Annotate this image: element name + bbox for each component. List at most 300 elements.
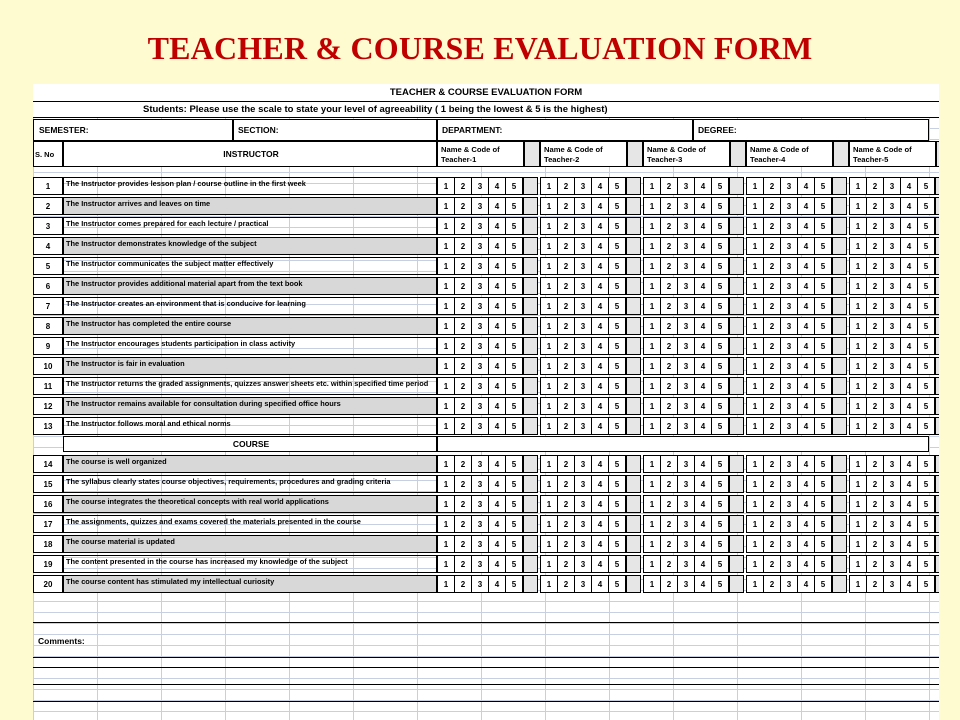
rating-option[interactable]: 5 <box>608 257 626 275</box>
rating-option[interactable]: 2 <box>763 277 781 295</box>
rating-option[interactable]: 2 <box>866 475 884 493</box>
rating-option[interactable]: 2 <box>660 257 678 275</box>
rating-option[interactable]: 2 <box>454 575 472 593</box>
rating-option[interactable]: 3 <box>780 357 798 375</box>
rating-option[interactable]: 4 <box>488 237 506 255</box>
rating-option[interactable]: 3 <box>883 535 901 553</box>
rating-option[interactable]: 1 <box>437 297 455 315</box>
rating-option[interactable]: 3 <box>574 357 592 375</box>
rating-option[interactable]: 4 <box>900 337 918 355</box>
rating-option[interactable]: 5 <box>608 197 626 215</box>
rating-option[interactable]: 3 <box>677 197 695 215</box>
rating-option[interactable]: 5 <box>917 495 935 513</box>
rating-option[interactable]: 3 <box>677 475 695 493</box>
rating-option[interactable]: 4 <box>900 377 918 395</box>
rating-option[interactable]: 2 <box>660 177 678 195</box>
rating-option[interactable]: 5 <box>505 237 523 255</box>
rating-option[interactable]: 4 <box>797 575 815 593</box>
rating-option[interactable]: 1 <box>643 555 661 573</box>
rating-option[interactable]: 2 <box>660 397 678 415</box>
rating-option[interactable]: 3 <box>883 475 901 493</box>
rating-option[interactable]: 2 <box>557 257 575 275</box>
rating-option[interactable]: 3 <box>883 277 901 295</box>
rating-option[interactable]: 5 <box>814 515 832 533</box>
rating-option[interactable]: 3 <box>780 535 798 553</box>
rating-option[interactable]: 3 <box>780 417 798 435</box>
rating-option[interactable]: 1 <box>746 555 764 573</box>
rating-option[interactable]: 1 <box>437 277 455 295</box>
rating-option[interactable]: 2 <box>557 575 575 593</box>
rating-option[interactable]: 2 <box>454 417 472 435</box>
rating-option[interactable]: 5 <box>711 177 729 195</box>
rating-option[interactable]: 1 <box>746 397 764 415</box>
rating-option[interactable]: 3 <box>780 475 798 493</box>
rating-option[interactable]: 2 <box>763 377 781 395</box>
rating-option[interactable]: 2 <box>660 455 678 473</box>
rating-option[interactable]: 1 <box>437 237 455 255</box>
rating-option[interactable]: 2 <box>557 297 575 315</box>
rating-option[interactable]: 3 <box>677 237 695 255</box>
rating-option[interactable]: 2 <box>866 397 884 415</box>
section-field[interactable] <box>233 119 437 141</box>
rating-option[interactable]: 3 <box>883 197 901 215</box>
rating-option[interactable]: 4 <box>694 197 712 215</box>
rating-option[interactable]: 5 <box>608 475 626 493</box>
rating-option[interactable]: 1 <box>540 555 558 573</box>
rating-option[interactable]: 3 <box>471 217 489 235</box>
rating-option[interactable]: 3 <box>471 535 489 553</box>
rating-option[interactable]: 1 <box>746 535 764 553</box>
rating-option[interactable]: 1 <box>643 417 661 435</box>
rating-option[interactable]: 4 <box>488 515 506 533</box>
rating-option[interactable]: 5 <box>608 515 626 533</box>
rating-option[interactable]: 3 <box>574 177 592 195</box>
rating-option[interactable]: 4 <box>694 297 712 315</box>
rating-option[interactable]: 1 <box>437 535 455 553</box>
rating-option[interactable]: 1 <box>540 257 558 275</box>
rating-option[interactable]: 3 <box>574 515 592 533</box>
rating-option[interactable]: 4 <box>591 377 609 395</box>
rating-option[interactable]: 3 <box>471 257 489 275</box>
rating-option[interactable]: 2 <box>763 475 781 493</box>
rating-option[interactable]: 2 <box>763 217 781 235</box>
rating-option[interactable]: 1 <box>540 297 558 315</box>
rating-option[interactable]: 1 <box>437 515 455 533</box>
rating-option[interactable]: 2 <box>454 357 472 375</box>
rating-option[interactable]: 3 <box>883 455 901 473</box>
rating-option[interactable]: 2 <box>454 397 472 415</box>
rating-option[interactable]: 5 <box>608 377 626 395</box>
rating-option[interactable]: 4 <box>488 455 506 473</box>
rating-option[interactable]: 2 <box>763 297 781 315</box>
rating-option[interactable]: 5 <box>814 357 832 375</box>
rating-option[interactable]: 1 <box>643 397 661 415</box>
rating-option[interactable]: 4 <box>900 357 918 375</box>
rating-option[interactable]: 4 <box>591 397 609 415</box>
rating-option[interactable]: 1 <box>643 337 661 355</box>
rating-option[interactable]: 1 <box>437 177 455 195</box>
rating-option[interactable]: 5 <box>711 277 729 295</box>
rating-option[interactable]: 5 <box>608 317 626 335</box>
rating-option[interactable]: 1 <box>746 495 764 513</box>
rating-option[interactable]: 5 <box>917 417 935 435</box>
rating-option[interactable]: 5 <box>711 455 729 473</box>
rating-option[interactable]: 4 <box>694 495 712 513</box>
rating-option[interactable]: 5 <box>505 515 523 533</box>
rating-option[interactable]: 4 <box>694 217 712 235</box>
rating-option[interactable]: 2 <box>866 575 884 593</box>
rating-option[interactable]: 1 <box>746 277 764 295</box>
rating-option[interactable]: 2 <box>763 177 781 195</box>
rating-option[interactable]: 4 <box>797 257 815 275</box>
rating-option[interactable]: 5 <box>711 475 729 493</box>
rating-option[interactable]: 4 <box>488 495 506 513</box>
rating-option[interactable]: 3 <box>780 217 798 235</box>
rating-option[interactable]: 4 <box>797 297 815 315</box>
rating-option[interactable]: 2 <box>660 237 678 255</box>
rating-option[interactable]: 5 <box>917 217 935 235</box>
rating-option[interactable]: 3 <box>677 277 695 295</box>
rating-option[interactable]: 4 <box>488 555 506 573</box>
rating-option[interactable]: 4 <box>591 277 609 295</box>
rating-option[interactable]: 5 <box>505 495 523 513</box>
rating-option[interactable]: 5 <box>814 297 832 315</box>
rating-option[interactable]: 3 <box>574 455 592 473</box>
rating-option[interactable]: 1 <box>746 237 764 255</box>
rating-option[interactable]: 5 <box>917 277 935 295</box>
rating-option[interactable]: 5 <box>608 277 626 295</box>
rating-option[interactable]: 5 <box>917 297 935 315</box>
rating-option[interactable]: 3 <box>574 475 592 493</box>
rating-option[interactable]: 5 <box>505 277 523 295</box>
rating-option[interactable]: 5 <box>711 555 729 573</box>
rating-option[interactable]: 5 <box>917 397 935 415</box>
rating-option[interactable]: 4 <box>488 535 506 553</box>
rating-option[interactable]: 4 <box>694 455 712 473</box>
rating-option[interactable]: 4 <box>591 495 609 513</box>
rating-option[interactable]: 4 <box>591 475 609 493</box>
rating-option[interactable]: 1 <box>849 455 867 473</box>
rating-option[interactable]: 3 <box>574 197 592 215</box>
rating-option[interactable]: 4 <box>591 177 609 195</box>
rating-option[interactable]: 3 <box>471 197 489 215</box>
rating-option[interactable]: 1 <box>540 237 558 255</box>
rating-option[interactable]: 1 <box>849 417 867 435</box>
rating-option[interactable]: 4 <box>900 417 918 435</box>
rating-option[interactable]: 4 <box>900 535 918 553</box>
rating-option[interactable]: 3 <box>780 515 798 533</box>
rating-option[interactable]: 4 <box>694 417 712 435</box>
rating-option[interactable]: 4 <box>488 475 506 493</box>
rating-option[interactable]: 2 <box>454 197 472 215</box>
rating-option[interactable]: 3 <box>471 297 489 315</box>
rating-option[interactable]: 2 <box>557 337 575 355</box>
rating-option[interactable]: 1 <box>746 257 764 275</box>
rating-option[interactable]: 2 <box>763 535 781 553</box>
rating-option[interactable]: 4 <box>694 257 712 275</box>
department-field[interactable] <box>437 119 693 141</box>
rating-option[interactable]: 4 <box>591 317 609 335</box>
rating-option[interactable]: 2 <box>866 337 884 355</box>
rating-option[interactable]: 2 <box>866 177 884 195</box>
rating-option[interactable]: 2 <box>866 277 884 295</box>
rating-option[interactable]: 3 <box>574 237 592 255</box>
rating-option[interactable]: 2 <box>763 555 781 573</box>
rating-option[interactable]: 1 <box>849 297 867 315</box>
rating-option[interactable]: 5 <box>814 475 832 493</box>
rating-option[interactable]: 2 <box>557 277 575 295</box>
rating-option[interactable]: 2 <box>454 277 472 295</box>
rating-option[interactable]: 4 <box>488 337 506 355</box>
rating-option[interactable]: 1 <box>540 377 558 395</box>
rating-option[interactable]: 2 <box>557 515 575 533</box>
rating-option[interactable]: 2 <box>763 317 781 335</box>
rating-option[interactable]: 2 <box>454 495 472 513</box>
rating-option[interactable]: 2 <box>866 197 884 215</box>
rating-option[interactable]: 5 <box>917 177 935 195</box>
rating-option[interactable]: 5 <box>608 495 626 513</box>
rating-option[interactable]: 2 <box>454 257 472 275</box>
rating-option[interactable]: 2 <box>763 337 781 355</box>
rating-option[interactable]: 2 <box>557 535 575 553</box>
rating-option[interactable]: 4 <box>694 377 712 395</box>
rating-option[interactable]: 4 <box>900 257 918 275</box>
rating-option[interactable]: 3 <box>780 455 798 473</box>
rating-option[interactable]: 5 <box>505 197 523 215</box>
rating-option[interactable]: 1 <box>746 575 764 593</box>
rating-option[interactable]: 5 <box>608 177 626 195</box>
rating-option[interactable]: 3 <box>677 217 695 235</box>
rating-option[interactable]: 3 <box>574 555 592 573</box>
rating-option[interactable]: 5 <box>608 455 626 473</box>
rating-option[interactable]: 3 <box>471 515 489 533</box>
rating-option[interactable]: 3 <box>471 317 489 335</box>
rating-option[interactable]: 4 <box>797 555 815 573</box>
rating-option[interactable]: 1 <box>540 357 558 375</box>
rating-option[interactable]: 4 <box>797 455 815 473</box>
rating-option[interactable]: 1 <box>540 217 558 235</box>
rating-option[interactable]: 1 <box>643 515 661 533</box>
rating-option[interactable]: 1 <box>540 495 558 513</box>
rating-option[interactable]: 3 <box>677 317 695 335</box>
rating-option[interactable]: 4 <box>694 237 712 255</box>
rating-option[interactable]: 1 <box>849 337 867 355</box>
rating-option[interactable]: 3 <box>883 357 901 375</box>
rating-option[interactable]: 5 <box>917 535 935 553</box>
rating-option[interactable]: 3 <box>574 297 592 315</box>
rating-option[interactable]: 2 <box>866 257 884 275</box>
rating-option[interactable]: 1 <box>746 475 764 493</box>
rating-option[interactable]: 3 <box>574 397 592 415</box>
rating-option[interactable]: 3 <box>780 555 798 573</box>
rating-option[interactable]: 4 <box>797 217 815 235</box>
rating-option[interactable]: 5 <box>711 417 729 435</box>
rating-option[interactable]: 5 <box>505 417 523 435</box>
rating-option[interactable]: 4 <box>797 417 815 435</box>
rating-option[interactable]: 4 <box>591 297 609 315</box>
rating-option[interactable]: 1 <box>540 417 558 435</box>
rating-option[interactable]: 3 <box>574 575 592 593</box>
rating-option[interactable]: 4 <box>900 297 918 315</box>
rating-option[interactable]: 4 <box>900 317 918 335</box>
rating-option[interactable]: 4 <box>694 337 712 355</box>
rating-option[interactable]: 2 <box>557 317 575 335</box>
rating-option[interactable]: 2 <box>454 535 472 553</box>
rating-option[interactable]: 2 <box>454 455 472 473</box>
rating-option[interactable]: 2 <box>454 317 472 335</box>
rating-option[interactable]: 5 <box>711 257 729 275</box>
rating-option[interactable]: 4 <box>591 217 609 235</box>
rating-option[interactable]: 5 <box>505 217 523 235</box>
rating-option[interactable]: 3 <box>574 417 592 435</box>
rating-option[interactable]: 5 <box>917 377 935 395</box>
rating-option[interactable]: 4 <box>694 535 712 553</box>
rating-option[interactable]: 4 <box>797 397 815 415</box>
rating-option[interactable]: 2 <box>660 535 678 553</box>
rating-option[interactable]: 4 <box>591 575 609 593</box>
rating-option[interactable]: 3 <box>780 397 798 415</box>
rating-option[interactable]: 1 <box>746 197 764 215</box>
rating-option[interactable]: 4 <box>694 277 712 295</box>
rating-option[interactable]: 5 <box>814 337 832 355</box>
rating-option[interactable]: 3 <box>883 177 901 195</box>
rating-option[interactable]: 4 <box>797 337 815 355</box>
rating-option[interactable]: 5 <box>505 297 523 315</box>
rating-option[interactable]: 4 <box>900 515 918 533</box>
rating-option[interactable]: 4 <box>488 417 506 435</box>
rating-option[interactable]: 2 <box>557 237 575 255</box>
rating-option[interactable]: 2 <box>866 417 884 435</box>
rating-option[interactable]: 4 <box>694 475 712 493</box>
rating-option[interactable]: 5 <box>814 397 832 415</box>
rating-option[interactable]: 2 <box>454 237 472 255</box>
rating-option[interactable]: 1 <box>540 535 558 553</box>
rating-option[interactable]: 3 <box>677 257 695 275</box>
rating-option[interactable]: 5 <box>814 257 832 275</box>
rating-option[interactable]: 1 <box>437 357 455 375</box>
rating-option[interactable]: 1 <box>849 217 867 235</box>
rating-option[interactable]: 1 <box>849 535 867 553</box>
rating-option[interactable]: 3 <box>471 277 489 295</box>
rating-option[interactable]: 4 <box>900 495 918 513</box>
rating-option[interactable]: 3 <box>780 237 798 255</box>
rating-option[interactable]: 3 <box>780 377 798 395</box>
rating-option[interactable]: 2 <box>557 377 575 395</box>
rating-option[interactable]: 5 <box>608 337 626 355</box>
rating-option[interactable]: 2 <box>763 575 781 593</box>
rating-option[interactable]: 5 <box>711 515 729 533</box>
rating-option[interactable]: 3 <box>883 555 901 573</box>
rating-option[interactable]: 1 <box>540 177 558 195</box>
rating-option[interactable]: 4 <box>797 515 815 533</box>
rating-option[interactable]: 5 <box>814 197 832 215</box>
rating-option[interactable]: 2 <box>454 515 472 533</box>
rating-option[interactable]: 5 <box>814 575 832 593</box>
rating-option[interactable]: 5 <box>608 417 626 435</box>
rating-option[interactable]: 3 <box>883 297 901 315</box>
rating-option[interactable]: 1 <box>437 455 455 473</box>
rating-option[interactable]: 4 <box>488 277 506 295</box>
rating-option[interactable]: 3 <box>471 455 489 473</box>
rating-option[interactable]: 2 <box>660 555 678 573</box>
rating-option[interactable]: 3 <box>677 177 695 195</box>
rating-option[interactable]: 1 <box>643 377 661 395</box>
rating-option[interactable]: 4 <box>694 317 712 335</box>
rating-option[interactable]: 5 <box>711 237 729 255</box>
rating-option[interactable]: 5 <box>814 555 832 573</box>
rating-option[interactable]: 1 <box>437 475 455 493</box>
rating-option[interactable]: 2 <box>557 197 575 215</box>
rating-option[interactable]: 4 <box>488 357 506 375</box>
rating-option[interactable]: 5 <box>505 555 523 573</box>
rating-option[interactable]: 5 <box>608 397 626 415</box>
rating-option[interactable]: 3 <box>677 575 695 593</box>
rating-option[interactable]: 3 <box>471 397 489 415</box>
rating-option[interactable]: 1 <box>540 277 558 295</box>
rating-option[interactable]: 2 <box>660 475 678 493</box>
rating-option[interactable]: 1 <box>437 197 455 215</box>
rating-option[interactable]: 1 <box>746 515 764 533</box>
rating-option[interactable]: 4 <box>900 455 918 473</box>
rating-option[interactable]: 2 <box>763 495 781 513</box>
rating-option[interactable]: 4 <box>797 357 815 375</box>
rating-option[interactable]: 2 <box>557 217 575 235</box>
rating-option[interactable]: 3 <box>883 417 901 435</box>
rating-option[interactable]: 3 <box>471 377 489 395</box>
rating-option[interactable]: 1 <box>849 575 867 593</box>
rating-option[interactable]: 2 <box>454 177 472 195</box>
rating-option[interactable]: 5 <box>608 237 626 255</box>
rating-option[interactable]: 3 <box>780 337 798 355</box>
rating-option[interactable]: 1 <box>746 317 764 335</box>
rating-option[interactable]: 4 <box>591 535 609 553</box>
rating-option[interactable]: 4 <box>591 555 609 573</box>
rating-option[interactable]: 3 <box>471 475 489 493</box>
rating-option[interactable]: 3 <box>780 177 798 195</box>
rating-option[interactable]: 3 <box>780 575 798 593</box>
rating-option[interactable]: 5 <box>711 357 729 375</box>
rating-option[interactable]: 3 <box>471 337 489 355</box>
rating-option[interactable]: 3 <box>883 515 901 533</box>
rating-option[interactable]: 3 <box>574 377 592 395</box>
rating-option[interactable]: 4 <box>591 197 609 215</box>
rating-option[interactable]: 4 <box>797 535 815 553</box>
rating-option[interactable]: 1 <box>437 495 455 513</box>
rating-option[interactable]: 4 <box>591 237 609 255</box>
rating-option[interactable]: 5 <box>505 475 523 493</box>
rating-option[interactable]: 1 <box>540 455 558 473</box>
rating-option[interactable]: 4 <box>900 397 918 415</box>
rating-option[interactable]: 5 <box>505 535 523 553</box>
rating-option[interactable]: 2 <box>866 237 884 255</box>
rating-option[interactable]: 1 <box>437 377 455 395</box>
rating-option[interactable]: 3 <box>574 257 592 275</box>
rating-option[interactable]: 4 <box>591 257 609 275</box>
rating-option[interactable]: 2 <box>660 417 678 435</box>
rating-option[interactable]: 2 <box>866 495 884 513</box>
rating-option[interactable]: 2 <box>557 397 575 415</box>
rating-option[interactable]: 4 <box>591 417 609 435</box>
rating-option[interactable]: 4 <box>694 555 712 573</box>
rating-option[interactable]: 1 <box>849 177 867 195</box>
rating-option[interactable]: 2 <box>763 197 781 215</box>
rating-option[interactable]: 2 <box>866 535 884 553</box>
rating-option[interactable]: 4 <box>797 475 815 493</box>
rating-option[interactable]: 2 <box>763 515 781 533</box>
rating-option[interactable]: 2 <box>763 237 781 255</box>
rating-option[interactable]: 4 <box>797 177 815 195</box>
rating-option[interactable]: 5 <box>608 535 626 553</box>
